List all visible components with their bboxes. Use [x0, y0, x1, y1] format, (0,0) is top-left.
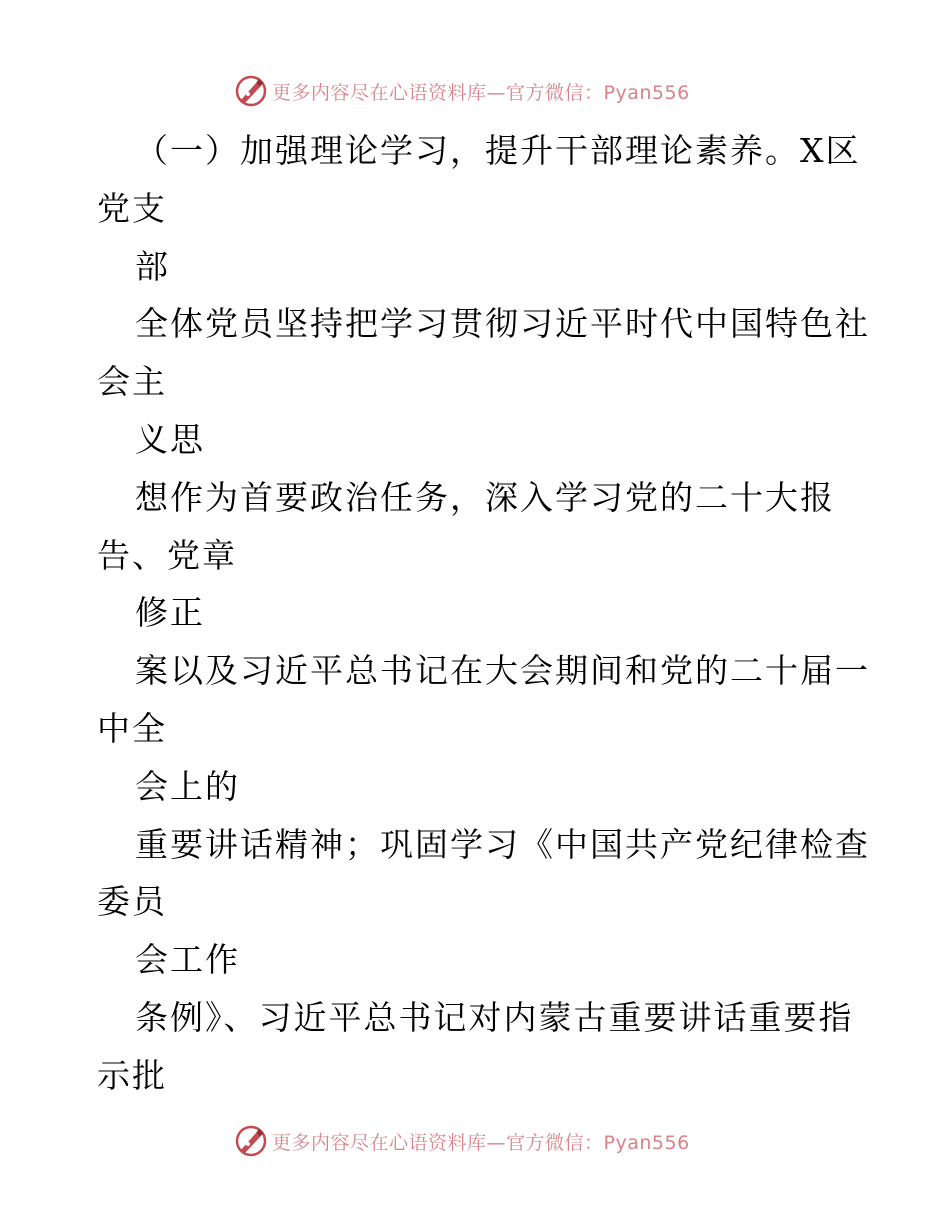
text-line: 部 [135, 246, 170, 286]
document-body [97, 122, 877, 1105]
text-line: 委员 [97, 882, 167, 922]
text-line: 全体党员坚持把学习贯彻习近平时代中国特色社 [135, 304, 870, 344]
text-line: 想作为首要政治任务，深入学习党的二十大报 [135, 477, 835, 517]
text-line: 会主 [97, 362, 167, 402]
text-line: 义思 [135, 419, 205, 459]
text-line: 会工作 [135, 940, 240, 980]
watermark-text: 更多内容尽在心语资料库—官方微信：Pyan556 [272, 1131, 690, 1154]
pen-logo-icon [234, 1124, 268, 1158]
pen-logo-icon [234, 74, 268, 108]
text-line: 案以及习近平总书记在大会期间和党的二十届一 [135, 651, 870, 691]
text-line: 党支 [97, 188, 167, 228]
text-line: 会上的 [135, 766, 240, 806]
header-watermark [234, 73, 690, 109]
text-line: 条例》、习近平总书记对内蒙古重要讲话重要指 [135, 997, 854, 1037]
text-line: 修正 [135, 593, 205, 633]
text-line: 示批 [97, 1055, 167, 1095]
footer-watermark [234, 1123, 690, 1159]
watermark-text: 更多内容尽在心语资料库—官方微信：Pyan556 [272, 81, 690, 104]
text-line: 告、党章 [97, 535, 237, 575]
text-line: （一）加强理论学习，提升干部理论素养。X区 [135, 131, 861, 170]
text-line: 中全 [97, 708, 167, 748]
text-line: 重要讲话精神；巩固学习《中国共产党纪律检查 [135, 824, 870, 864]
